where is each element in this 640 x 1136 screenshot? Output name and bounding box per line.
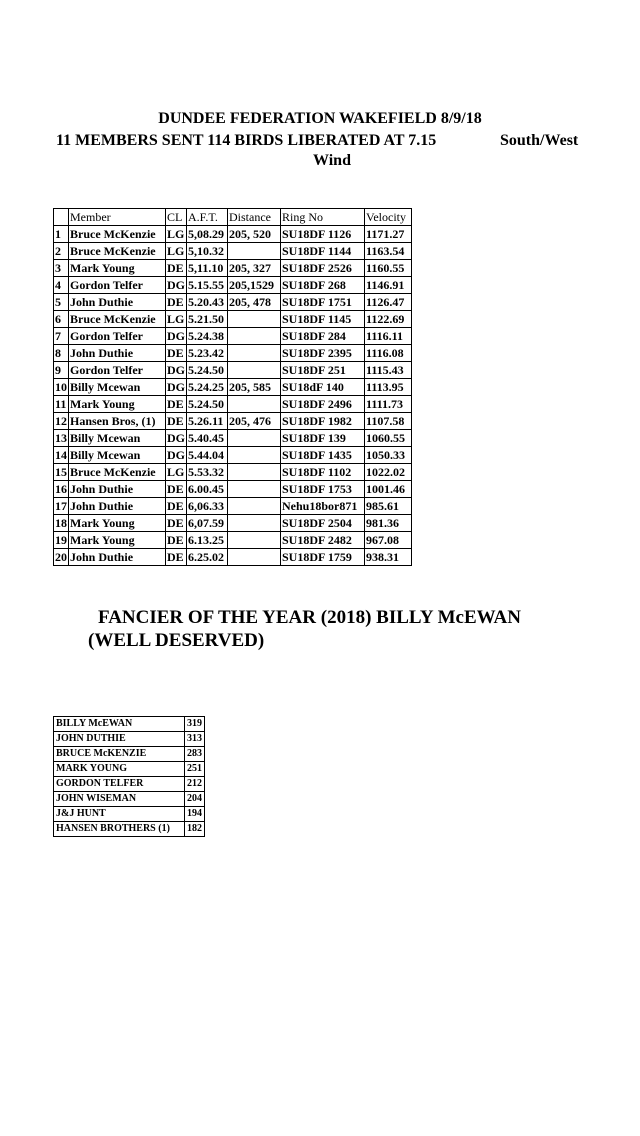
cell-distance — [228, 532, 281, 549]
cell-distance — [228, 549, 281, 566]
standings-row — [54, 717, 205, 732]
cell-distance — [228, 464, 281, 481]
standings-points: 212 — [185, 777, 205, 792]
cell-ring: SU18DF 2526 — [281, 260, 365, 277]
standings-points: 204 — [185, 792, 205, 807]
table-row — [54, 379, 412, 396]
fancier-line-1: FANCIER OF THE YEAR (2018) BILLY McEWAN — [98, 607, 521, 628]
cell-cl: DE — [166, 260, 187, 277]
cell-distance: 205, 327 — [228, 260, 281, 277]
standings-points: 313 — [185, 732, 205, 747]
standings-points: 319 — [185, 717, 205, 732]
cell-cl: DG — [167, 380, 185, 394]
table-row — [54, 464, 412, 481]
cell-ring: SU18DF 1982 — [281, 413, 365, 430]
standings-row — [54, 807, 205, 822]
cell-velocity: 1146.91 — [365, 277, 412, 294]
cell-aft: 5.44.04 — [187, 447, 228, 464]
cell-distance — [228, 345, 281, 362]
cell-cl: DE — [166, 294, 187, 311]
cell-velocity: 1171.27 — [365, 226, 412, 243]
col-header-cl: CL — [166, 209, 187, 226]
table-row — [54, 549, 412, 566]
cell-distance — [228, 311, 281, 328]
cell-cl: DG — [167, 278, 185, 292]
cell-member: Gordon Telfer — [69, 277, 166, 294]
table-row — [54, 311, 412, 328]
cell-no: 12 — [55, 414, 67, 428]
cell-member: Billy Mcewan — [69, 379, 166, 396]
cell-distance: 205, 520 — [228, 226, 281, 243]
standings-name: BRUCE McKENZIE — [54, 747, 185, 762]
cell-velocity: 1116.08 — [365, 345, 412, 362]
standings-points: 251 — [185, 762, 205, 777]
cell-aft: 5.53.32 — [187, 464, 228, 481]
cell-ring: SU18DF 268 — [281, 277, 365, 294]
cell-ring: SU18DF 1144 — [281, 243, 365, 260]
results-header-row — [54, 209, 412, 226]
cell-no: 2 — [54, 243, 69, 260]
cell-cl: LG — [166, 243, 187, 260]
cell-ring: SU18DF 251 — [281, 362, 365, 379]
cell-cl: DG — [167, 329, 185, 343]
cell-no: 15 — [55, 465, 67, 479]
standings-row — [54, 822, 205, 837]
cell-no: 14 — [55, 448, 67, 462]
standings-points: 283 — [185, 747, 205, 762]
cell-velocity: 1107.58 — [365, 413, 412, 430]
cell-no: 5 — [54, 294, 69, 311]
table-row — [54, 260, 412, 277]
cell-no: 6 — [54, 311, 69, 328]
col-header-ring: Ring No — [281, 209, 365, 226]
table-row — [54, 447, 412, 464]
cell-velocity: 1122.69 — [365, 311, 412, 328]
cell-aft: 5.23.42 — [187, 345, 228, 362]
standings-name: MARK YOUNG — [54, 762, 185, 777]
cell-aft: 5.15.55 — [187, 277, 228, 294]
standings-row — [54, 762, 205, 777]
cell-aft: 5.24.50 — [187, 362, 228, 379]
cell-aft: 6,06.33 — [187, 498, 228, 515]
cell-distance — [228, 243, 281, 260]
cell-member: Bruce McKenzie — [69, 226, 166, 243]
cell-member: Mark Young — [69, 515, 166, 532]
cell-cl: DG — [167, 363, 185, 377]
cell-no: 8 — [54, 345, 69, 362]
fancier-line-2: (WELL DESERVED) — [88, 630, 265, 651]
cell-ring: SU18DF 2395 — [281, 345, 365, 362]
cell-member: John Duthie — [69, 294, 166, 311]
cell-ring: SU18DF 1145 — [281, 311, 365, 328]
cell-distance: 205, 585 — [228, 379, 281, 396]
table-row — [54, 345, 412, 362]
wind-label: Wind — [313, 152, 351, 169]
cell-velocity: 981.36 — [365, 515, 412, 532]
cell-no: 3 — [54, 260, 69, 277]
cell-cl: LG — [166, 464, 187, 481]
table-row — [54, 328, 412, 345]
cell-member: John Duthie — [69, 345, 166, 362]
col-header-distance: Distance — [228, 209, 281, 226]
cell-distance — [228, 362, 281, 379]
cell-member: Mark Young — [69, 260, 166, 277]
cell-member: Billy Mcewan — [69, 447, 166, 464]
col-header-velocity: Velocity — [365, 209, 412, 226]
cell-cl: DE — [166, 413, 187, 430]
cell-member: Gordon Telfer — [69, 362, 166, 379]
cell-no: 7 — [54, 328, 69, 345]
cell-aft: 5,08.29 — [187, 226, 228, 243]
standings-row — [54, 792, 205, 807]
cell-ring: SU18DF 1102 — [281, 464, 365, 481]
table-row — [54, 481, 412, 498]
cell-velocity: 1116.11 — [365, 328, 412, 345]
table-row — [54, 243, 412, 260]
cell-no: 19 — [55, 533, 67, 547]
cell-velocity: 985.61 — [365, 498, 412, 515]
cell-no: 4 — [54, 277, 69, 294]
cell-aft: 5.20.43 — [187, 294, 228, 311]
cell-member: John Duthie — [69, 549, 166, 566]
table-row — [54, 362, 412, 379]
cell-aft: 5.24.38 — [187, 328, 228, 345]
cell-aft: 5.24.50 — [187, 396, 228, 413]
cell-velocity: 1113.95 — [365, 379, 412, 396]
cell-member: John Duthie — [69, 498, 166, 515]
cell-ring: SU18DF 1759 — [281, 549, 365, 566]
standings-name: JOHN DUTHIE — [54, 732, 185, 747]
table-row — [54, 498, 412, 515]
cell-aft: 6.13.25 — [187, 532, 228, 549]
cell-distance: 205, 478 — [228, 294, 281, 311]
cell-member: Billy Mcewan — [69, 430, 166, 447]
standings-name: GORDON TELFER — [54, 777, 185, 792]
cell-ring: SU18DF 139 — [281, 430, 365, 447]
cell-no: 13 — [55, 431, 67, 445]
standings-name: HANSEN BROTHERS (1) — [54, 822, 185, 837]
cell-velocity: 1001.46 — [365, 481, 412, 498]
table-row — [54, 515, 412, 532]
cell-ring: SU18DF 1751 — [281, 294, 365, 311]
cell-aft: 5,10.32 — [187, 243, 228, 260]
cell-cl: LG — [166, 226, 187, 243]
cell-member: Mark Young — [69, 532, 166, 549]
col-header-member: Member — [69, 209, 166, 226]
standings-table — [53, 716, 205, 837]
cell-velocity: 938.31 — [365, 549, 412, 566]
standings-name: JOHN WISEMAN — [54, 792, 185, 807]
cell-ring: Nehu18bor871 — [281, 498, 365, 515]
cell-no: 17 — [55, 499, 67, 513]
cell-velocity: 1160.55 — [365, 260, 412, 277]
cell-distance — [228, 498, 281, 515]
cell-distance — [228, 481, 281, 498]
cell-no: 18 — [55, 516, 67, 530]
cell-cl: DG — [167, 431, 185, 445]
cell-member: Mark Young — [69, 396, 166, 413]
cell-cl: LG — [166, 311, 187, 328]
table-row — [54, 277, 412, 294]
standings-points: 182 — [185, 822, 205, 837]
cell-member: Gordon Telfer — [69, 328, 166, 345]
cell-aft: 5.24.25 — [187, 379, 228, 396]
cell-distance — [228, 396, 281, 413]
cell-velocity: 1111.73 — [365, 396, 412, 413]
cell-cl: DE — [166, 498, 187, 515]
fancier-of-year — [88, 606, 588, 652]
cell-member: John Duthie — [69, 481, 166, 498]
standings-row — [54, 747, 205, 762]
cell-aft: 6.00.45 — [187, 481, 228, 498]
cell-member: Bruce McKenzie — [69, 243, 166, 260]
table-row — [54, 430, 412, 447]
cell-ring: SU18DF 1753 — [281, 481, 365, 498]
wind-direction: South/West — [500, 132, 579, 149]
cell-ring: SU18DF 1126 — [281, 226, 365, 243]
cell-member: Hansen Bros, (1) — [69, 413, 166, 430]
cell-no: 1 — [54, 226, 69, 243]
cell-velocity: 1050.33 — [365, 447, 412, 464]
standings-name: J&J HUNT — [54, 807, 185, 822]
race-summary: 11 MEMBERS SENT 114 BIRDS LIBERATED AT 7.15 — [56, 132, 437, 149]
cell-member: Bruce McKenzie — [69, 464, 166, 481]
cell-ring: SU18DF 1435 — [281, 447, 365, 464]
cell-cl: DE — [166, 515, 187, 532]
cell-ring: SU18dF 140 — [281, 379, 365, 396]
table-row — [54, 294, 412, 311]
cell-no: 9 — [54, 362, 69, 379]
cell-no: 20 — [55, 550, 67, 564]
cell-ring: SU18DF 284 — [281, 328, 365, 345]
cell-ring: SU18DF 2482 — [281, 532, 365, 549]
cell-aft: 5,11.10 — [187, 260, 228, 277]
cell-aft: 5.21.50 — [187, 311, 228, 328]
cell-distance — [228, 447, 281, 464]
cell-aft: 6,07.59 — [187, 515, 228, 532]
cell-cl: DG — [167, 448, 185, 462]
cell-velocity: 1022.02 — [365, 464, 412, 481]
standings-row — [54, 732, 205, 747]
cell-cl: DE — [166, 396, 187, 413]
cell-velocity: 1163.54 — [365, 243, 412, 260]
cell-no: 16 — [55, 482, 67, 496]
cell-cl: DE — [166, 345, 187, 362]
cell-aft: 5.26.11 — [187, 413, 228, 430]
cell-velocity: 1126.47 — [365, 294, 412, 311]
results-table — [53, 208, 412, 566]
table-row — [54, 396, 412, 413]
cell-distance: 205,1529 — [228, 277, 281, 294]
cell-cl: DE — [166, 532, 187, 549]
cell-velocity: 1060.55 — [365, 430, 412, 447]
standings-points: 194 — [185, 807, 205, 822]
cell-cl: DE — [166, 481, 187, 498]
table-row — [54, 532, 412, 549]
cell-no: 11 — [54, 396, 69, 413]
cell-aft: 5.40.45 — [187, 430, 228, 447]
standings-row — [54, 777, 205, 792]
cell-distance — [228, 430, 281, 447]
table-row — [54, 413, 412, 430]
cell-velocity: 967.08 — [365, 532, 412, 549]
standings-name: BILLY McEWAN — [54, 717, 185, 732]
cell-cl: DE — [166, 549, 187, 566]
cell-velocity: 1115.43 — [365, 362, 412, 379]
cell-member: Bruce McKenzie — [69, 311, 166, 328]
cell-distance: 205, 476 — [228, 413, 281, 430]
col-header-aft: A.F.T. — [187, 209, 228, 226]
cell-ring: SU18DF 2496 — [281, 396, 365, 413]
cell-distance — [228, 515, 281, 532]
cell-distance — [228, 328, 281, 345]
race-title: DUNDEE FEDERATION WAKEFIELD 8/9/18 — [158, 110, 482, 127]
cell-no: 10 — [55, 380, 67, 394]
col-header-no — [54, 209, 69, 226]
table-row — [54, 226, 412, 243]
cell-ring: SU18DF 2504 — [281, 515, 365, 532]
cell-aft: 6.25.02 — [187, 549, 228, 566]
